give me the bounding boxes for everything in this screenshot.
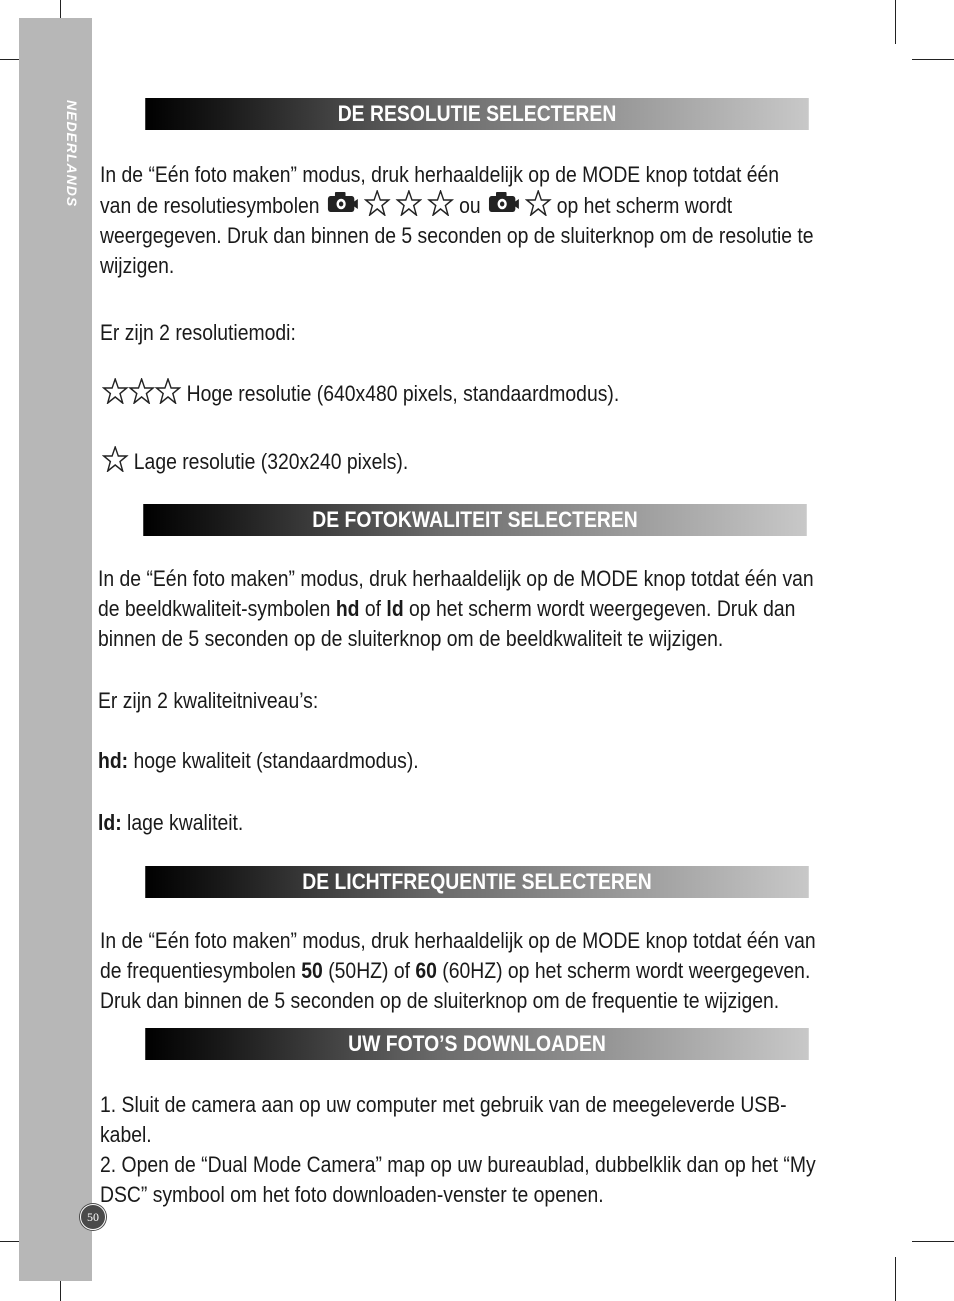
text-fragment: van de resolutiesymbolen: [100, 193, 320, 218]
text-line: [100, 190, 857, 221]
quality-ld-item: [98, 808, 802, 838]
text-line: Druk dan binnen de 5 seconden op de sluiterknop om de frequentie te wijzigen.: [100, 988, 780, 1013]
freq-60-symbol: 60: [415, 958, 437, 983]
camera-mode-icon: [486, 190, 519, 216]
section-header-quality: [143, 504, 807, 536]
text-line: weergegeven. Druk dan binnen de 5 seconden op de sluiterknop om de resolutie te: [100, 223, 814, 248]
section-header-frequency: [145, 866, 809, 898]
resolution-high: [102, 378, 806, 409]
quality-paragraph: [98, 564, 855, 654]
ld-text: lage kwaliteit.: [127, 810, 244, 835]
resolution-low: [102, 446, 806, 477]
quality-hd-item: [98, 746, 802, 776]
text-line: DSC” symbool om het foto downloaden-venster te openen.: [100, 1182, 604, 1207]
text-fragment: (60HZ) op het scherm wordt weergegeven.: [442, 958, 811, 983]
frequency-paragraph: [100, 926, 857, 1016]
text-fragment: ou: [459, 193, 481, 218]
text-fragment: op het scherm wordt weergegeven. Druk dan: [409, 596, 796, 621]
section-header-download: [145, 1028, 809, 1060]
text-line: binnen de 5 seconden op de sluiterknop om de beeldkwaliteit te wijzigen.: [98, 626, 724, 651]
page-number: 50: [80, 1204, 106, 1230]
star-outline-icon: [364, 190, 390, 216]
ld-label: ld:: [98, 810, 122, 835]
ld-symbol: ld: [386, 596, 404, 621]
side-language-label: NEDERLANDS: [64, 100, 80, 208]
text-line: kabel.: [100, 1122, 152, 1147]
star-outline-icon: [128, 378, 154, 404]
crop-mark: [912, 1241, 954, 1242]
crop-mark: [912, 59, 954, 60]
star-outline-icon: [396, 190, 422, 216]
star-outline-icon: [525, 190, 551, 216]
camera-mode-icon: [325, 190, 358, 216]
resolution-modes-intro: Er zijn 2 resolutiemodi:: [100, 320, 296, 345]
resolution-paragraph: [100, 160, 857, 281]
star-outline-icon: [155, 378, 181, 404]
text-fragment: op het scherm wordt: [556, 193, 733, 218]
section-header-resolution: [145, 98, 809, 130]
freq-50-symbol: 50: [301, 958, 323, 983]
text-line: [100, 956, 857, 986]
section-title: DE RESOLUTIE SELECTEREN: [337, 101, 617, 126]
text-fragment: de frequentiesymbolen: [100, 958, 296, 983]
text-fragment: de beeldkwaliteit-symbolen: [98, 596, 331, 621]
hd-label: hd:: [98, 748, 129, 773]
text-line: 2. Open de “Dual Mode Camera” map op uw bureaublad, dubbelklik dan op het “My: [100, 1152, 816, 1177]
text-fragment: of: [364, 596, 382, 621]
crop-mark: [895, 0, 896, 44]
section-title: DE FOTOKWALITEIT SELECTEREN: [312, 507, 638, 532]
quality-levels-intro: Er zijn 2 kwaliteitniveau’s:: [98, 688, 319, 713]
side-strip: [19, 18, 92, 1281]
text-line: In de “Eén foto maken” modus, druk herhaaldelijk op de MODE knop totdat één van: [100, 928, 816, 953]
star-outline-icon: [427, 190, 453, 216]
hd-text: hoge kwaliteit (standaardmodus).: [133, 748, 419, 773]
hd-symbol: hd: [335, 596, 360, 621]
text-line: In de “Eén foto maken” modus, druk herhaaldelijk op de MODE knop totdat één van: [98, 566, 814, 591]
resolution-low-text: Lage resolutie (320x240 pixels).: [133, 449, 409, 474]
text-fragment: (50HZ) of: [328, 958, 410, 983]
text-line: 1. Sluit de camera aan op uw computer met gebruik van de meegeleverde USB-: [100, 1092, 787, 1117]
star-outline-icon: [102, 446, 128, 472]
download-steps: [100, 1090, 857, 1210]
text-line: [98, 594, 855, 624]
resolution-high-text: Hoge resolutie (640x480 pixels, standaardmodus).: [186, 381, 620, 406]
star-outline-icon: [102, 378, 128, 404]
section-title: UW FOTO’S DOWNLOADEN: [348, 1031, 606, 1056]
crop-mark: [895, 1257, 896, 1301]
text-line: In de “Eén foto maken” modus, druk herhaaldelijk op de MODE knop totdat één: [100, 162, 780, 187]
section-title: DE LICHTFREQUENTIE SELECTEREN: [302, 869, 652, 894]
text-line: wijzigen.: [100, 253, 175, 278]
